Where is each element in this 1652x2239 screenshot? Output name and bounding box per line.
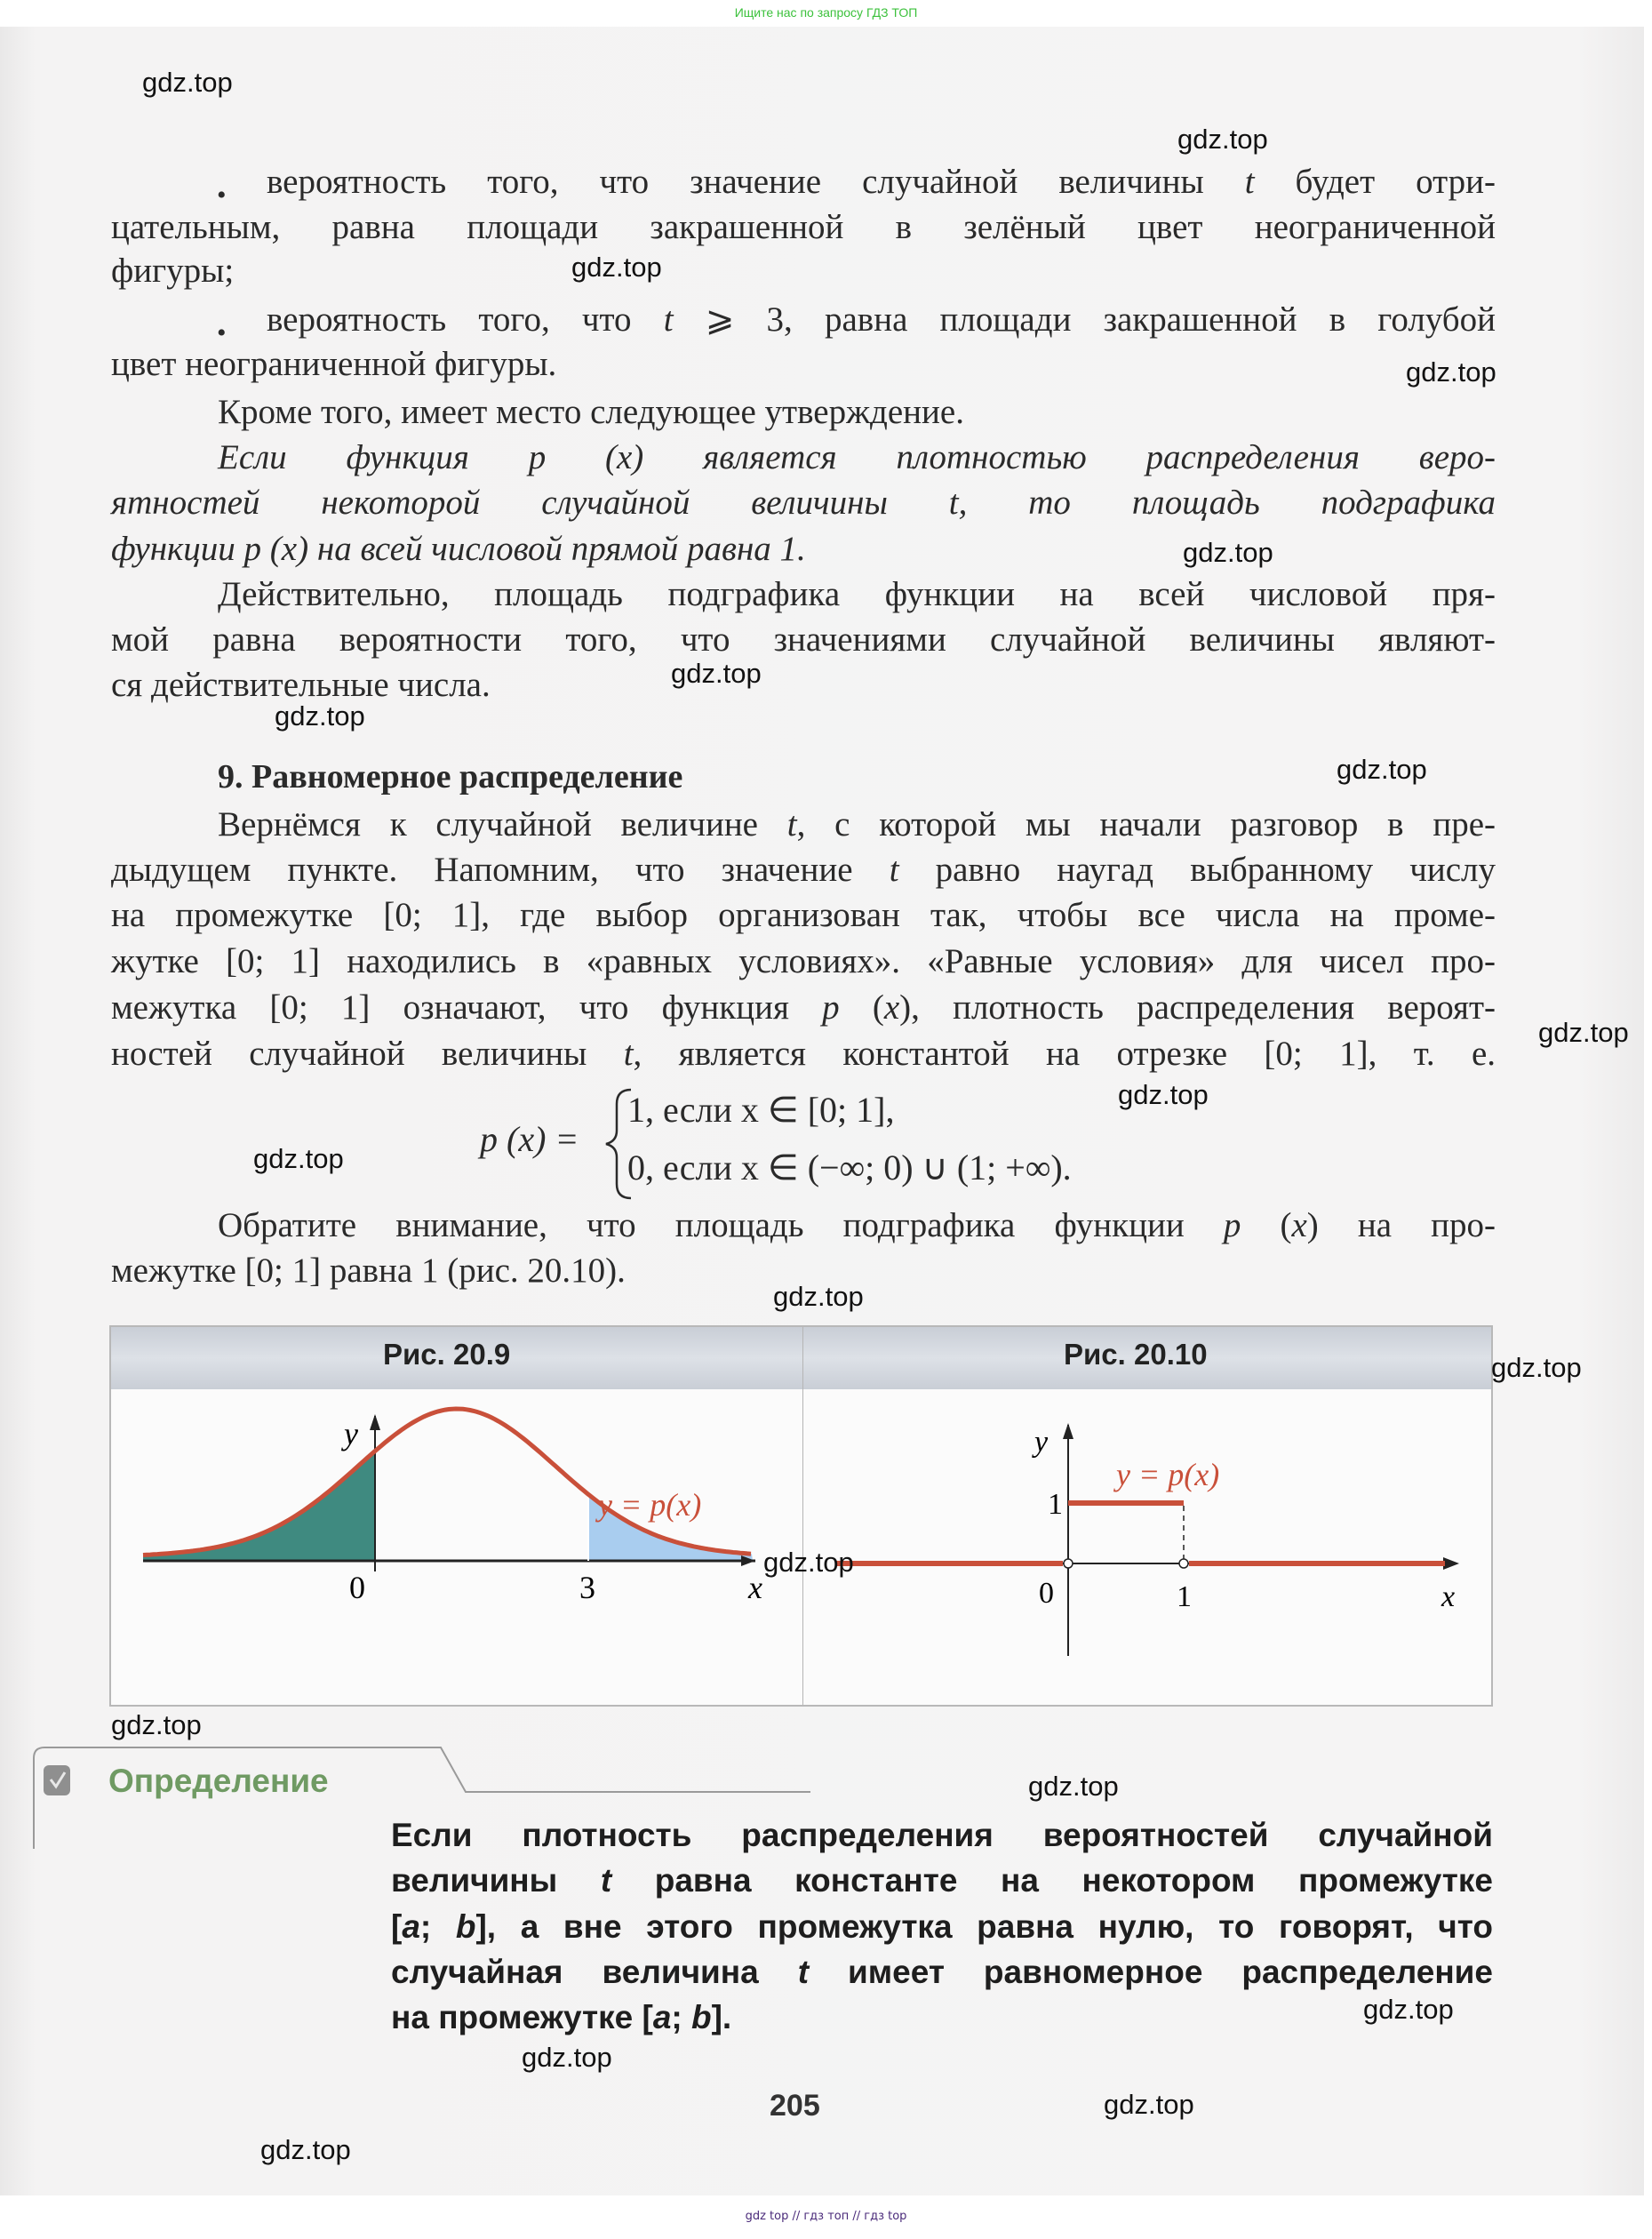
theorem-line: [111, 481, 1496, 525]
text-run: Действительно, площадь подграфика функции на всей числовой пря-: [218, 575, 1496, 613]
math-variable: t: [1244, 163, 1255, 201]
text-line: [111, 618, 1496, 662]
math-variable: p: [822, 988, 840, 1027]
math-variable: a: [402, 1908, 420, 1945]
text-run: имеет равномерное распределение: [809, 1954, 1493, 1990]
text-run: равно наугад выбранному числу: [898, 851, 1496, 889]
text-run: на промежутке [: [391, 1999, 653, 2035]
text-run: Кроме того, имеет место следующее утверждение.: [218, 393, 964, 431]
text-run: ⩾ 3, равна площади закрашенной в голубой: [673, 300, 1496, 339]
math-variable: t: [786, 805, 797, 844]
formula-case-1: 1, если x ∈ [0; 1],: [627, 1090, 895, 1130]
watermark: gdz.top: [111, 1709, 202, 1740]
origin-label: 0: [349, 1570, 365, 1605]
figure-title-20-10: Рис. 20.10: [1064, 1338, 1208, 1371]
text-run: цательным, равна площади закрашенной в зелёный цвет неограниченной: [111, 208, 1496, 246]
watermark: gdz.top: [275, 700, 365, 732]
math-variable: p: [1223, 1206, 1241, 1244]
watermark: gdz.top: [1104, 2089, 1194, 2120]
math-variable: b: [691, 1999, 712, 2035]
y-axis-label: y: [344, 1416, 358, 1451]
math-variable: x: [883, 988, 900, 1027]
text-run: мой равна вероятности того, что значениями случайной величины являют-: [111, 620, 1496, 659]
text-run: ся действительные числа.: [111, 666, 491, 704]
watermark: gdz.top: [1363, 1994, 1454, 2025]
open-point-1: [1179, 1559, 1188, 1568]
text-run: фигуры;: [111, 252, 235, 290]
checkmark-icon: [44, 1765, 70, 1795]
negative-area-fill: [143, 1451, 375, 1561]
watermark: gdz.top: [260, 2134, 351, 2165]
math-variable: t: [623, 1035, 634, 1073]
top-banner: Ищите нас по запросу ГДЗ ТОП: [734, 5, 918, 20]
formula-case-2: 0, если x ∈ (−∞; 0) ∪ (1; +∞).: [627, 1147, 1072, 1187]
text-run: ;: [671, 1999, 691, 2035]
text-line: [111, 940, 1496, 984]
text-line: [218, 572, 1496, 617]
text-line: [111, 848, 1496, 892]
watermark: gdz.top: [1337, 754, 1427, 785]
watermark: gdz.top: [763, 1547, 854, 1578]
definition-label: Определение: [108, 1763, 329, 1799]
text-line: [111, 342, 1496, 387]
y-axis-arrow-icon: [370, 1414, 380, 1430]
figures-header: [111, 1327, 1491, 1389]
page-number: 205: [770, 2089, 820, 2123]
text-run: ), плотность распределения вероят-: [899, 988, 1496, 1027]
text-line: [218, 1203, 1496, 1248]
text-run: ) на всей числовой прямой равна 1.: [297, 530, 806, 568]
origin-label: 0: [1039, 1577, 1054, 1610]
text-run: , с которой мы начали разговор в пре-: [796, 805, 1496, 844]
watermark: gdz.top: [1177, 124, 1268, 155]
watermark: gdz.top: [1538, 1017, 1629, 1048]
curve-label: y = p(x): [1116, 1457, 1220, 1492]
figure-title-20-9: Рис. 20.9: [383, 1338, 511, 1371]
y-axis-label: y: [1034, 1426, 1049, 1459]
text-run: величины: [391, 1862, 601, 1899]
section-heading: 9. Равномерное распределение: [218, 758, 683, 796]
text-run: функции: [111, 530, 244, 568]
y-axis-arrow-icon: [1063, 1423, 1073, 1439]
theorem-line: [111, 527, 1496, 572]
watermark: gdz.top: [1028, 1771, 1119, 1802]
text-line: [111, 893, 1496, 938]
text-run: Если функция: [218, 438, 529, 476]
text-run: цвет неограниченной фигуры.: [111, 345, 557, 383]
math-variable: p: [243, 530, 262, 568]
text-run: дыдущем пункте. Напомним, что значение: [111, 851, 890, 889]
text-run: , то площадь подграфика: [958, 484, 1496, 522]
text-run: (: [261, 530, 282, 568]
math-variable: t: [889, 851, 899, 889]
math-variable: x: [616, 438, 633, 476]
watermark: gdz.top: [671, 658, 762, 689]
math-variable: t: [663, 300, 674, 339]
watermark: gdz.top: [1118, 1079, 1209, 1110]
text-line: [111, 986, 1496, 1030]
text-line: [218, 803, 1496, 847]
text-line: [267, 298, 1496, 342]
text-run: ].: [711, 1999, 732, 2035]
text-run: ;: [419, 1908, 456, 1945]
text-run: ностей случайной величины: [111, 1035, 624, 1073]
text-run: Вернёмся к случайной величине: [218, 805, 787, 844]
watermark: gdz.top: [1406, 356, 1496, 388]
figure-20-9-normal-density: [111, 1389, 802, 1707]
open-point-0: [1064, 1559, 1073, 1568]
watermark: gdz.top: [142, 67, 233, 98]
text-run: (: [839, 988, 884, 1027]
bullet-icon: •: [217, 180, 227, 210]
math-variable: t: [948, 484, 959, 522]
watermark: gdz.top: [522, 2042, 612, 2073]
text-run: равна константе на некотором промежутке: [611, 1862, 1493, 1899]
text-run: (: [546, 438, 617, 476]
math-variable: b: [455, 1908, 476, 1945]
x-tick-3: 3: [579, 1570, 595, 1605]
text-run: [: [391, 1908, 403, 1945]
text-run: вероятность того, что значение случайной величины: [267, 163, 1245, 201]
text-run: ) является плотностью распределения веро-: [632, 438, 1496, 476]
bullet-icon: •: [217, 318, 227, 348]
text-run: ) на про-: [1306, 1206, 1496, 1244]
theorem-line: [218, 436, 1496, 480]
text-run: жутке [0; 1] находились в «равных условиях». «Равные условия» для чисел про-: [111, 942, 1496, 980]
x-axis-arrow-icon: [1443, 1557, 1459, 1570]
math-variable: x: [281, 530, 298, 568]
math-variable: t: [797, 1954, 810, 1990]
text-line: [111, 249, 1496, 293]
text-line: [111, 205, 1496, 250]
text-run: на промежутке [0; 1], где выбор организован так, чтобы все числа на проме-: [111, 896, 1496, 934]
text-run: случайная величина: [391, 1954, 798, 1990]
text-run: , является константой на отрезке [0; 1], т. е.: [633, 1035, 1496, 1073]
math-variable: t: [600, 1862, 612, 1899]
text-run: межутке [0; 1] равна 1 (рис. 20.10).: [111, 1251, 626, 1290]
watermark: gdz.top: [571, 252, 662, 283]
math-variable: a: [652, 1999, 672, 2035]
text-run: Обратите внимание, что площадь подграфика функции: [218, 1206, 1224, 1244]
formula-lhs: p (x) =: [480, 1119, 579, 1159]
definition-line: [391, 1859, 1493, 1903]
density-curve: [143, 1409, 751, 1555]
watermark: gdz.top: [773, 1281, 864, 1312]
text-line: [111, 1032, 1496, 1076]
text-run: будет отри-: [1254, 163, 1496, 201]
definition-line: [391, 1813, 1493, 1858]
figure-20-10-uniform-density: [803, 1389, 1493, 1707]
definition-line: [391, 1995, 1493, 2040]
x-tick-1: 1: [1177, 1580, 1192, 1613]
watermark: gdz.top: [1491, 1352, 1582, 1383]
x-axis-label: x: [1441, 1580, 1456, 1613]
x-axis-label: x: [748, 1570, 762, 1605]
definition-line: [391, 1905, 1493, 1949]
text-run: ятностей некоторой случайной величины: [111, 484, 949, 522]
text-run: ], а вне этого промежутка равна нулю, то говорят, что: [475, 1908, 1493, 1945]
watermark: gdz.top: [1183, 537, 1273, 568]
text-run: вероятность того, что: [267, 300, 664, 339]
definition-line: [391, 1950, 1493, 1995]
y-tick-1: 1: [1048, 1488, 1063, 1521]
figures-panel: [109, 1325, 1493, 1707]
math-variable: x: [1291, 1206, 1307, 1244]
watermark: gdz.top: [253, 1143, 344, 1174]
text-run: (: [1241, 1206, 1292, 1244]
curve-label: y = p(x): [598, 1487, 702, 1523]
text-line: [218, 390, 1496, 435]
text-run: межутка [0; 1] означают, что функция: [111, 988, 823, 1027]
math-variable: p: [528, 438, 547, 476]
text-line: [267, 160, 1496, 204]
text-run: Если плотность распределения вероятностей случайной: [391, 1817, 1493, 1853]
footer-watermark: gdz top // гдз топ // гдз top: [745, 2210, 907, 2223]
